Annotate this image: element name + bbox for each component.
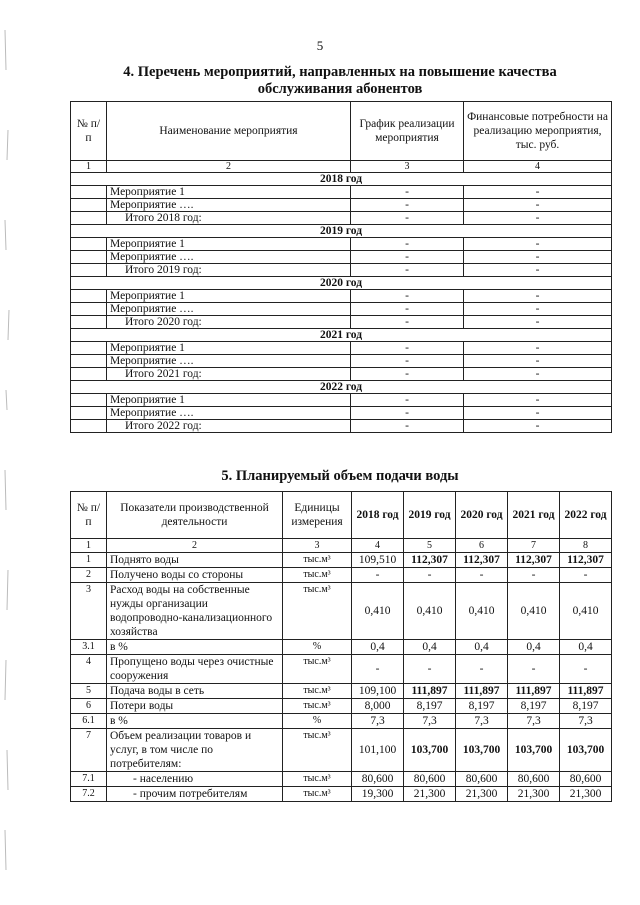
table-row	[71, 368, 612, 381]
unit-value: тыс.м³	[283, 655, 352, 684]
year-label: 2018 год	[71, 173, 612, 186]
row-number: 4	[71, 655, 107, 684]
year-value: 111,897	[404, 684, 456, 699]
year-value: 80,600	[560, 772, 612, 787]
year-label: 2022 год	[71, 381, 612, 394]
year-value: 109,100	[352, 684, 404, 699]
table-row	[71, 212, 612, 225]
year-value: 8,197	[404, 699, 456, 714]
row-number: 7.2	[71, 787, 107, 802]
year-value: 0,410	[352, 583, 404, 640]
t4-header-name: Наименование мероприятия	[107, 102, 351, 161]
measure-name: Итого 2019 год:	[107, 264, 351, 277]
unit-value: тыс.м³	[283, 729, 352, 772]
unit-value: тыс.м³	[283, 699, 352, 714]
measure-name: Мероприятие 1	[107, 394, 351, 407]
year-value: 0,410	[508, 583, 560, 640]
schedule-value: -	[351, 186, 464, 199]
table-row	[71, 290, 612, 303]
t5-header-year: 2022 год	[560, 492, 612, 539]
table-row	[71, 264, 612, 277]
year-value: 111,897	[560, 684, 612, 699]
schedule-value: -	[351, 251, 464, 264]
measure-name: Мероприятие ….	[107, 251, 351, 264]
finance-value: -	[464, 251, 612, 264]
year-value: -	[404, 568, 456, 583]
year-row	[71, 225, 612, 238]
column-number: 2	[107, 539, 283, 553]
row-number: 5	[71, 684, 107, 699]
year-value: 7,3	[404, 714, 456, 729]
table-row	[71, 568, 612, 583]
indicator-name: Расход воды на собственные нужды организации водопроводно-канализационного хозяйства	[107, 583, 283, 640]
year-value: -	[352, 568, 404, 583]
year-value: 103,700	[508, 729, 560, 772]
row-number: 1	[71, 553, 107, 568]
finance-value: -	[464, 407, 612, 420]
schedule-value: -	[351, 290, 464, 303]
table-row	[71, 316, 612, 329]
column-number: 6	[456, 539, 508, 553]
row-number	[71, 186, 107, 199]
year-value: 7,3	[352, 714, 404, 729]
finance-value: -	[464, 238, 612, 251]
t5-header-year: 2021 год	[508, 492, 560, 539]
year-value: -	[508, 655, 560, 684]
table5-title: 5. Планируемый объем подачи воды	[221, 468, 459, 484]
row-number	[71, 368, 107, 381]
column-number: 3	[283, 539, 352, 553]
t5-header-unit: Единицы измерения	[283, 492, 352, 539]
year-label: 2021 год	[71, 329, 612, 342]
year-value: 112,307	[404, 553, 456, 568]
finance-value: -	[464, 199, 612, 212]
year-row	[71, 173, 612, 186]
year-value: 80,600	[352, 772, 404, 787]
table-row	[71, 787, 612, 802]
year-value: 103,700	[456, 729, 508, 772]
schedule-value: -	[351, 212, 464, 225]
column-number: 1	[71, 161, 107, 173]
finance-value: -	[464, 316, 612, 329]
row-number: 7	[71, 729, 107, 772]
row-number: 7.1	[71, 772, 107, 787]
indicator-name: Объем реализации товаров и услуг, в том числе по потребителям:	[107, 729, 283, 772]
measure-name: Мероприятие ….	[107, 199, 351, 212]
year-row	[71, 329, 612, 342]
measure-name: Итого 2018 год:	[107, 212, 351, 225]
year-value: 112,307	[456, 553, 508, 568]
table-row	[71, 640, 612, 655]
measure-name: Мероприятие ….	[107, 303, 351, 316]
unit-value: тыс.м³	[283, 553, 352, 568]
finance-value: -	[464, 212, 612, 225]
finance-value: -	[464, 355, 612, 368]
schedule-value: -	[351, 238, 464, 251]
table4-title-line2: обслуживания абонентов	[257, 81, 423, 97]
t5-header-year: 2019 год	[404, 492, 456, 539]
indicator-name: Потери воды	[107, 699, 283, 714]
row-number	[71, 264, 107, 277]
year-value: 0,4	[404, 640, 456, 655]
table4-title-line1: 4. Перечень мероприятий, направленных на повышение качества	[123, 64, 557, 80]
row-number: 3.1	[71, 640, 107, 655]
year-row	[71, 381, 612, 394]
t4-header-num: № п/п	[71, 102, 107, 161]
year-value: -	[456, 568, 508, 583]
unit-value: тыс.м³	[283, 568, 352, 583]
finance-value: -	[464, 420, 612, 433]
measure-name: Мероприятие ….	[107, 355, 351, 368]
table-row	[71, 714, 612, 729]
row-number	[71, 199, 107, 212]
row-number: 6.1	[71, 714, 107, 729]
year-value: 80,600	[456, 772, 508, 787]
t4-header-finance: Финансовые потребности на реализацию мероприятия, тыс. руб.	[464, 102, 612, 161]
row-number	[71, 238, 107, 251]
schedule-value: -	[351, 407, 464, 420]
finance-value: -	[464, 186, 612, 199]
column-number: 4	[464, 161, 612, 173]
t5-header-year: 2018 год	[352, 492, 404, 539]
schedule-value: -	[351, 199, 464, 212]
measure-name: Мероприятие ….	[107, 407, 351, 420]
year-value: 8,197	[508, 699, 560, 714]
table-row	[71, 684, 612, 699]
finance-value: -	[464, 394, 612, 407]
year-value: 8,197	[456, 699, 508, 714]
table-row	[71, 655, 612, 684]
indicator-name: в %	[107, 714, 283, 729]
schedule-value: -	[351, 316, 464, 329]
row-number	[71, 407, 107, 420]
indicator-name: в %	[107, 640, 283, 655]
indicator-name: Получено воды со стороны	[107, 568, 283, 583]
row-number	[71, 394, 107, 407]
year-value: 0,4	[508, 640, 560, 655]
measure-name: Итого 2020 год:	[107, 316, 351, 329]
measure-name: Итого 2021 год:	[107, 368, 351, 381]
year-label: 2019 год	[71, 225, 612, 238]
unit-value: тыс.м³	[283, 583, 352, 640]
t4-header-schedule: График реализации мероприятия	[351, 102, 464, 161]
table-row	[71, 199, 612, 212]
table-row	[71, 583, 612, 640]
table-row	[71, 355, 612, 368]
schedule-value: -	[351, 303, 464, 316]
scan-edge-noise	[3, 10, 21, 890]
table-row	[71, 303, 612, 316]
table-row	[71, 699, 612, 714]
unit-value: %	[283, 640, 352, 655]
year-value: 103,700	[560, 729, 612, 772]
year-value: 0,4	[352, 640, 404, 655]
year-value: 7,3	[560, 714, 612, 729]
table-row	[71, 251, 612, 264]
unit-value: тыс.м³	[283, 787, 352, 802]
year-value: -	[560, 568, 612, 583]
finance-value: -	[464, 368, 612, 381]
row-number: 2	[71, 568, 107, 583]
finance-value: -	[464, 264, 612, 277]
unit-value: тыс.м³	[283, 684, 352, 699]
column-number: 4	[352, 539, 404, 553]
finance-value: -	[464, 290, 612, 303]
year-value: 0,4	[456, 640, 508, 655]
year-row	[71, 277, 612, 290]
table-row	[71, 394, 612, 407]
schedule-value: -	[351, 355, 464, 368]
table4-title	[60, 64, 620, 98]
measure-name: Мероприятие 1	[107, 290, 351, 303]
unit-value: тыс.м³	[283, 772, 352, 787]
indicator-name: Поднято воды	[107, 553, 283, 568]
indicator-name: Пропущено воды через очистные сооружения	[107, 655, 283, 684]
column-number: 3	[351, 161, 464, 173]
year-value: -	[404, 655, 456, 684]
indicator-name: - населению	[107, 772, 283, 787]
indicator-name: Подача воды в сеть	[107, 684, 283, 699]
year-value: 112,307	[560, 553, 612, 568]
year-value: 8,197	[560, 699, 612, 714]
column-number: 2	[107, 161, 351, 173]
measures-table	[70, 101, 612, 433]
row-number	[71, 212, 107, 225]
column-number: 5	[404, 539, 456, 553]
year-value: 0,410	[456, 583, 508, 640]
row-number	[71, 420, 107, 433]
year-value: 109,510	[352, 553, 404, 568]
measure-name: Мероприятие 1	[107, 238, 351, 251]
unit-value: %	[283, 714, 352, 729]
year-value: 21,300	[456, 787, 508, 802]
t5-column-numbers	[71, 539, 612, 553]
table-row	[71, 407, 612, 420]
table-row	[71, 420, 612, 433]
row-number: 3	[71, 583, 107, 640]
row-number	[71, 303, 107, 316]
table-row	[71, 186, 612, 199]
year-value: -	[352, 655, 404, 684]
year-value: 111,897	[508, 684, 560, 699]
table-row	[71, 238, 612, 251]
t5-header-num: № п/п	[71, 492, 107, 539]
year-value: 80,600	[508, 772, 560, 787]
year-value: 21,300	[508, 787, 560, 802]
year-label: 2020 год	[71, 277, 612, 290]
year-value: 8,000	[352, 699, 404, 714]
year-value: 21,300	[404, 787, 456, 802]
measure-name: Мероприятие 1	[107, 342, 351, 355]
year-value: 111,897	[456, 684, 508, 699]
row-number	[71, 290, 107, 303]
row-number	[71, 251, 107, 264]
schedule-value: -	[351, 368, 464, 381]
column-number: 7	[508, 539, 560, 553]
row-number	[71, 355, 107, 368]
year-value: 0,410	[404, 583, 456, 640]
water-supply-table	[70, 491, 612, 802]
year-value: 80,600	[404, 772, 456, 787]
year-value: 112,307	[508, 553, 560, 568]
year-value: -	[456, 655, 508, 684]
year-value: 0,4	[560, 640, 612, 655]
finance-value: -	[464, 303, 612, 316]
indicator-name: - прочим потребителям	[107, 787, 283, 802]
column-number: 1	[71, 539, 107, 553]
year-value: -	[508, 568, 560, 583]
t5-header-year: 2020 год	[456, 492, 508, 539]
year-value: 0,410	[560, 583, 612, 640]
table-row	[71, 553, 612, 568]
year-value: 19,300	[352, 787, 404, 802]
finance-value: -	[464, 342, 612, 355]
schedule-value: -	[351, 264, 464, 277]
table-row	[71, 342, 612, 355]
measure-name: Мероприятие 1	[107, 186, 351, 199]
column-number: 8	[560, 539, 612, 553]
table-row	[71, 772, 612, 787]
year-value: 103,700	[404, 729, 456, 772]
measure-name: Итого 2022 год:	[107, 420, 351, 433]
page-number: 5	[316, 38, 324, 53]
t5-header-indicator: Показатели производственной деятельности	[107, 492, 283, 539]
year-value: 101,100	[352, 729, 404, 772]
year-value: -	[560, 655, 612, 684]
year-value: 7,3	[508, 714, 560, 729]
year-value: 7,3	[456, 714, 508, 729]
year-value: 21,300	[560, 787, 612, 802]
schedule-value: -	[351, 420, 464, 433]
t4-column-numbers	[71, 161, 612, 173]
schedule-value: -	[351, 394, 464, 407]
row-number: 6	[71, 699, 107, 714]
row-number	[71, 342, 107, 355]
table-row	[71, 729, 612, 772]
row-number	[71, 316, 107, 329]
schedule-value: -	[351, 342, 464, 355]
